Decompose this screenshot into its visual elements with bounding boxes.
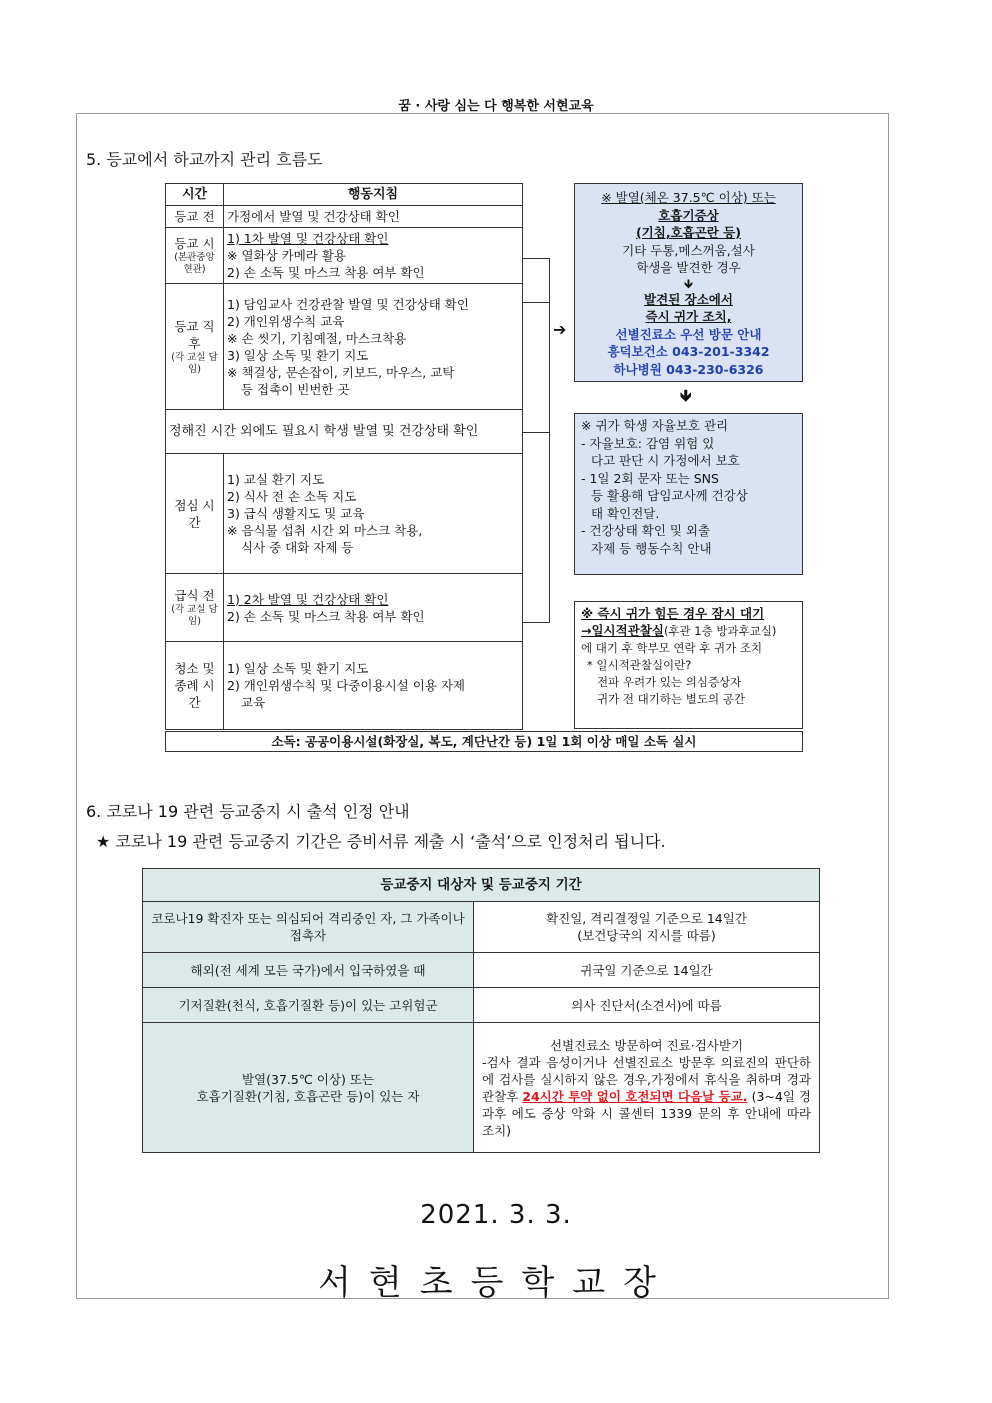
- time-cell: 등교 전: [166, 206, 224, 228]
- connector-line: [523, 432, 549, 433]
- table-cell: 코로나19 확진자 또는 의심되어 격리중인 자, 그 가족이나 접촉자: [143, 902, 474, 953]
- anytime-cell: 정해진 시간 외에도 필요시 학생 발열 및 건강상태 확인: [166, 410, 523, 454]
- table-row: [143, 1023, 820, 1153]
- row-before-meal: [166, 574, 523, 642]
- attendance-note: ★ 코로나 19 관련 등교중지 기간은 증비서류 제출 시 ‘출석’으로 인정처리 됩니다.: [96, 832, 666, 851]
- disinfection-footer: 소독: 공공이용시설(화장실, 복도, 계단난간 등) 1일 1회 이상 매일 소독 실시: [165, 731, 803, 752]
- col-time-header: 시간: [166, 184, 224, 206]
- table-row: [143, 902, 820, 953]
- suspension-table: [142, 868, 820, 1153]
- table-cell: 의사 진단서(소견서)에 따름: [474, 988, 820, 1023]
- section5-title: 5. 등교에서 하교까지 관리 흐름도: [86, 150, 323, 169]
- time-cell: 청소 및 종례 시간: [166, 642, 224, 730]
- arrow-right-icon: ➔: [553, 320, 567, 339]
- table-row: [143, 953, 820, 988]
- connector-line: [549, 258, 550, 623]
- table-title: 등교중지 대상자 및 등교중지 기간: [143, 869, 820, 902]
- page-header: 꿈 · 사랑 심는 다 행복한 서현교육: [398, 99, 594, 114]
- table-cell: 선별진료소 방문하여 진료·검사받기 -검사 결과 음성이거나 선별진료소 방문후 의료진의 판단하에 검사를 실시하지 않은 경우,가정에서 휴식을 취하며 경과 관찰후 24시간 투약 없이 호전되면 다음날 등교. (3~4일 경과후 에도 증상 악화 시 콜센터 1339 문의 후 안내에 따라 조치): [474, 1023, 820, 1153]
- action-line: 1) 1차 발열 및 건강상태 확인: [227, 231, 389, 246]
- time-cell: 급식 전 (각 교실 담임): [166, 574, 224, 642]
- row-lunch: [166, 454, 523, 574]
- row-before-school: [166, 206, 523, 228]
- flow-table: [165, 183, 523, 730]
- action-line: ※ 열화상 카메라 활용: [227, 248, 346, 263]
- temporary-wait-box: ※ 즉시 귀가 힘든 경우 잠시 대기 →일시적관찰실(후관 1층 방과후교실) 에 대기 후 학부모 연락 후 귀가 조치 * 일시적관찰실이란? 전파 우려가 있는 의심증상자 귀가 전 대기하는 별도의 공간: [574, 601, 803, 729]
- action-cell: 1) 일상 소독 및 환기 지도 2) 개인위생수칙 및 다중이용시설 이용 자제 교육: [224, 642, 523, 730]
- section6-title: 6. 코로나 19 관련 등교중지 시 출석 인정 안내: [86, 802, 410, 821]
- action-line: 가정에서 발열 및 건강상태 확인: [224, 206, 523, 228]
- arrow-down-icon: 🡻: [680, 386, 692, 405]
- connector-line: [523, 302, 549, 303]
- time-cell: 등교 시 (본관중앙 현관): [166, 228, 224, 284]
- fever-response-box: ※ 발열(체온 37.5℃ 이상) 또는 호흡기증상 (기침,호흡곤란 등) 기타 두통,메스꺼움,설사 학생을 발견한 경우 🡻 발견된 장소에서 즉시 귀가 조치, 선별진료소 우선 방문 안내 흥덕보건소 043-201-3342 하나병원 043-230-6326: [574, 183, 803, 382]
- row-cleaning: [166, 642, 523, 730]
- time-cell: 점심 시간: [166, 454, 224, 574]
- col-action-header: 행동지침: [224, 184, 523, 206]
- connector-line: [523, 258, 549, 259]
- arrow-down-icon: 🡻: [684, 275, 693, 291]
- table-cell: 확진일, 격리결정일 기준으로 14일간 (보건당국의 지시를 따름): [474, 902, 820, 953]
- table-cell: 발열(37.5℃ 이상) 또는 호흡기질환(기침, 호흡곤란 등)이 있는 자: [143, 1023, 474, 1153]
- time-cell: 등교 직후 (각 교실 담임): [166, 284, 224, 410]
- action-cell: [224, 228, 523, 284]
- row-anytime: [166, 410, 523, 454]
- connector-line: [523, 622, 549, 623]
- row-arrival: [166, 228, 523, 284]
- table-row: [143, 988, 820, 1023]
- self-protection-box: ※ 귀가 학생 자율보호 관리 - 자율보호: 감염 위험 있 다고 판단 시 가정에서 보호 - 1일 2회 문자 또는 SNS 등 활용해 담임교사께 건강상 태 확인전달. - 건강상태 확인 및 외출 자제 등 행동수칙 안내: [574, 413, 803, 575]
- row-after-arrival: [166, 284, 523, 410]
- issue-date: 2021. 3. 3.: [420, 1200, 572, 1230]
- table-cell: 기저질환(천식, 호흡기질환 등)이 있는 고위험군: [143, 988, 474, 1023]
- table-cell: 해외(전 세계 모든 국가)에서 입국하였을 때: [143, 953, 474, 988]
- action-cell: 1) 2차 발열 및 건강상태 확인 2) 손 소독 및 마스크 착용 여부 확인: [224, 574, 523, 642]
- action-line: 2) 손 소독 및 마스크 착용 여부 확인: [227, 265, 425, 280]
- table-cell: 귀국일 기준으로 14일간: [474, 953, 820, 988]
- principal-signature: 서현초등학교장: [318, 1263, 674, 1303]
- action-cell: 1) 교실 환기 지도 2) 식사 전 손 소독 지도 3) 급식 생활지도 및 교육 ※ 음식물 섭취 시간 외 마스크 착용, 식사 중 대화 자제 등: [224, 454, 523, 574]
- action-cell: 1) 담임교사 건강관찰 발열 및 건강상태 확인 2) 개인위생수칙 교육 ※ 손 씻기, 기침예절, 마스크착용 3) 일상 소독 및 환기 지도 ※ 책걸상, 문손잡이, 키보드, 마우스, 교탁 등 접촉이 빈번한 곳: [224, 284, 523, 410]
